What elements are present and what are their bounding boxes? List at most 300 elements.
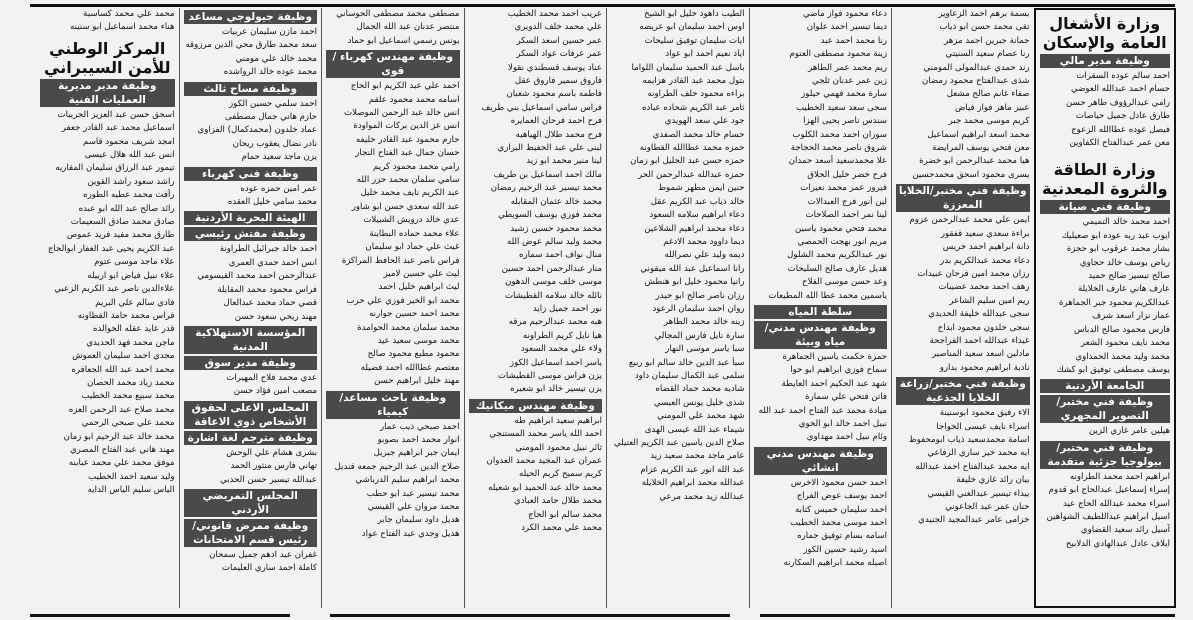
- section-title: وزارة الأشغال العامة والإسكان: [1042, 14, 1167, 52]
- name-entry: احمد سالم عوده السقرات: [1076, 71, 1170, 81]
- name-entry: بسمة برهم احمد الزعاوير: [938, 9, 1030, 19]
- name-entry: محمد تيسير عبد الرحيم رمضان: [490, 183, 602, 194]
- name-entry: سارة نايل فارس المجالي: [654, 330, 745, 341]
- name-entry: لينا نمر احمد الصلاحات: [805, 210, 887, 221]
- name-entry: شذى عبدالفتاح محمود رمضان: [922, 76, 1030, 87]
- name-entry: ريم محمد عمر الطاهر: [808, 62, 887, 73]
- name-entry: اسحق حسن عبد العزيز الحريبات: [57, 109, 175, 120]
- name-entry: اسامه محمد محمود علقم: [368, 94, 460, 105]
- name-entry: حسام احمد عبدالله العوضي: [1070, 84, 1170, 95]
- name-entry: سجى سعد سعيد الخطيب: [795, 102, 887, 113]
- column-7: [179, 8, 322, 608]
- name-entry: عمر حسين اسعد السكر: [516, 35, 602, 46]
- name-entry: انس عز الدين بركات المواودة: [353, 121, 460, 132]
- name-entry: نادر نضال يعقوب ريحان: [232, 138, 317, 149]
- name-entry: محمد سلمان محمد الحوامدة: [357, 322, 460, 333]
- name-entry: اسامة محمدسعيد ذياب ابومحفوظ: [908, 434, 1030, 445]
- name-entry: لبنى علي عبد الحفيظ البراري: [497, 143, 602, 154]
- column-2: [891, 8, 1034, 608]
- name-entry: فراس محمود محمد المقابلة: [217, 284, 317, 295]
- name-entry: طارق عادل جميل حياصات: [1075, 111, 1170, 122]
- name-entry: ايمن علي محمد عبدالرحمن عزوم: [909, 215, 1030, 226]
- name-entry: تقى محمد حسن ابو ذياب: [939, 22, 1030, 33]
- name-entry: اسماعيل محمد عبد القادر جعفر: [61, 123, 175, 134]
- name-entry: احمد حسن محمود الاخرس: [790, 477, 887, 488]
- name-entry: ايوب عبد ربه عوده ابو صعيليك: [1061, 230, 1170, 241]
- name-entry: بتول محمد عبد القادر هزايمه: [642, 76, 745, 87]
- column-4: [606, 8, 749, 608]
- name-entry: فاتن فتحي علي سمارة: [805, 392, 887, 403]
- name-entry: شاديه محمد حماد القضاه: [655, 384, 745, 395]
- job-heading: وظيفة فني مختبر/التصوير المجهري: [1040, 395, 1171, 423]
- name-entry: ريم امين سليم الشاعر: [949, 295, 1030, 306]
- name-entry: غيداء عبدالله احمد الفراجحة: [929, 335, 1030, 346]
- name-entry: رانا اسماعيل عبد الله ميقوني: [640, 263, 745, 274]
- name-entry: خزامى عامر عبدالمجيد الجنيدي: [918, 515, 1030, 526]
- name-entry: دعاء محمد عبدالكريم بدر: [940, 255, 1030, 266]
- name-entry: فراس محمد حامد القطاونه: [77, 310, 175, 321]
- name-entry: اسراء محمد عبدالله الحاج عيد: [1063, 498, 1170, 509]
- name-entry: رامي محمد محمود كريم: [373, 161, 460, 172]
- name-entry: مصطفى محمد مصطفى الحوساني: [336, 9, 460, 19]
- name-entry: محمد موسى سعيد عيد: [377, 335, 460, 346]
- name-entry: سجى عبدالله خليفة الحديدي: [928, 309, 1030, 320]
- name-entry: مهند هاني عبد الفتاح المصري: [69, 444, 175, 455]
- name-entry: فاروق سمير فاروق عقل: [514, 76, 602, 87]
- name-entry: حازم هاني جمال مصطفى: [224, 112, 317, 123]
- name-entry: رانيا محمود خليل ابو هنطش: [644, 277, 745, 288]
- name-entry: وئام نبيل احمد مهداوي: [806, 432, 887, 443]
- name-entry: مالك احمد اسماعيل بن طريف: [493, 169, 602, 180]
- name-entry: احمد سلمي حسين الكوز: [228, 98, 317, 109]
- name-entry: عبدالكريم محمود جبر الجماهرة: [1059, 297, 1170, 308]
- name-entry: محمد فتحي محمود ياسين: [795, 223, 887, 234]
- name-entry: لين أنور فرج العبدالات: [807, 196, 887, 207]
- name-entry: عبد الله سعدي حسن ابو شاور: [351, 201, 460, 212]
- name-entry: عبدالله زيد محمد مرعي: [659, 491, 745, 502]
- name-entry: شيماء عبد الله عيسى الهدى: [644, 424, 745, 435]
- job-heading: الهيئة البحرية الأردنية: [184, 211, 318, 225]
- name-entry: محمد احمد حسين جوارنه: [369, 309, 460, 320]
- name-entry: عبد الكريم نايف محمد خليل: [360, 188, 460, 199]
- section-title: وزارة الطاقة والثروة المعدنية: [1041, 160, 1168, 199]
- name-entry: علا محمدسعيد أسعد حمدان: [788, 156, 887, 167]
- name-entry: حسام خالد محمد الصفدي: [652, 129, 745, 140]
- job-heading: وظيفة فني مختبر/الخلايا المعززة: [896, 184, 1030, 212]
- name-entry: ثامر عبد الكريم شحاده عباده: [642, 102, 745, 113]
- name-entry: عمر عرفات عواد السكر: [516, 49, 602, 60]
- job-heading: وظيفة جيولوجي مساعد: [184, 10, 318, 24]
- name-entry: رائد صالح عبد الله ابو عبده: [78, 203, 175, 214]
- name-entry: هناء محمد اسماعيل ابو سنينه: [69, 22, 175, 33]
- name-entry: محمد وليد سالم عوض الله: [506, 236, 602, 247]
- name-entry: صفاء غانم صالح مشعل: [946, 89, 1030, 100]
- column-3: [749, 8, 892, 608]
- name-entry: سماح فوزي ابراهيم ابو حوا: [790, 365, 887, 376]
- job-heading: المؤسسة الاستهلاكية المدنية: [184, 326, 318, 354]
- name-entry: محمد سامي خليل العقده: [227, 197, 317, 208]
- job-heading: وظيفة مهندس كهرباء / قوى: [326, 50, 460, 78]
- name-entry: علاء نبيل فياض ابو اربيله: [87, 270, 175, 281]
- name-entry: وليد سعيد احمد الخطيب: [88, 471, 175, 482]
- name-entry: عبدالرحمن احمد محمد القيسومي: [197, 271, 317, 282]
- name-entry: ثائر نبيل محمود المومني: [515, 442, 602, 453]
- name-entry: ابراهيم احمد محمد الطراونه: [1069, 471, 1170, 482]
- name-entry: نادية ابراهيم محمود بدارو: [939, 362, 1030, 373]
- name-entry: منار عبدالرحمن احمد حسين: [501, 263, 602, 274]
- name-entry: هبه محمد عبدالرحيم مرقه: [508, 317, 602, 328]
- name-entry: محمد صلاح عبد الرحمن العزه: [68, 404, 175, 415]
- name-entry: احمد سليمان خميس كتابه: [794, 504, 887, 515]
- name-entry: غفران عيد ادهم جميل سمحان: [209, 549, 317, 560]
- name-entry: عمار نزار اسعد شرف: [1092, 311, 1170, 322]
- name-entry: موفق محمد علي محمد عبابنه: [68, 458, 175, 469]
- name-entry: سندس ناصر يحيى الهزا: [803, 116, 887, 127]
- name-entry: علي محمد خلف الدويري: [514, 22, 602, 33]
- name-entry: مادلين اسعد سعيد المناصير: [931, 349, 1030, 360]
- name-entry: محمد طلال حامد العبادي: [514, 496, 602, 507]
- name-entry: سبأ عبد الدين خالد سالم ابو ربيع: [628, 357, 745, 368]
- name-entry: عبد الله انور عبد الكريم عزام: [640, 464, 745, 475]
- name-entry: محمد خالد عبد الحميد ابو شعيله: [488, 482, 602, 493]
- name-entry: حنين ايمن مطهر شموط: [658, 183, 745, 194]
- name-entry: حمزة حكمت ياسين الجماهرة: [782, 351, 887, 362]
- name-entry: رامي عبدالرؤوف طاهر حسن: [1066, 97, 1170, 108]
- name-entry: احمد محمد خالد التميمي: [1082, 217, 1170, 228]
- name-entry: عبد الكريم يحيى عبد الغفار ابوالحاج: [47, 243, 175, 254]
- name-entry: هديل عارف صالح السليحات: [787, 263, 887, 274]
- name-entry: كاملة احمد ساري العليمات: [221, 563, 317, 574]
- name-entry: يسرى محمود اسحق محمدحسين: [912, 169, 1030, 180]
- name-entry: نور عبدالكريم محمد الشلول: [787, 250, 887, 261]
- name-entry: سامي سلمان محمد حزر الله: [356, 175, 460, 186]
- name-entry: ايمان جبر ابراهيم جبريل: [373, 448, 460, 459]
- name-entry: محمد مروان علي القيسي: [367, 502, 460, 512]
- name-entry: رزان ناصر صالح ابو حيدر: [655, 290, 745, 301]
- name-entry: محمد اسعد ابراهيم اسماعيل: [927, 129, 1030, 140]
- bottom-rule-right: [760, 614, 1175, 617]
- name-entry: نبيل احمد خالد ابو الخوي: [798, 418, 887, 429]
- name-entry: غيث علي حماد ابو سليمان: [365, 242, 460, 253]
- spacer: [1040, 150, 1171, 156]
- name-entry: هديل داود سليمان جابر: [377, 515, 460, 526]
- name-entry: يونس رسمي اسماعيل ابو حماد: [347, 35, 460, 46]
- job-heading: المجلس التمريضي الأردني: [184, 489, 318, 517]
- name-entry: معتصم عطاالله احمد فضيله: [360, 362, 460, 373]
- name-entry: محمد سالم ابو الحاج: [528, 509, 602, 520]
- job-heading: وظيفة ممرض قانوني/رئيس قسم الامتحانات: [184, 519, 318, 547]
- job-heading: وظيفة باحث مساعد/كيمياء: [326, 391, 460, 419]
- name-entry: فادي سالم علي البريم: [95, 297, 175, 308]
- name-entry: انس خالد عبد الرحمن الموصلات: [344, 108, 460, 119]
- name-entry: اسيد رشيد حسين الكوز: [803, 544, 887, 555]
- name-entry: محمد ابو الخير فوزي علي حرب: [346, 295, 460, 306]
- name-entry: عارف هاني عارف الخلايلة: [1077, 284, 1170, 295]
- name-entry: هيا محمد عبدالرحمن ابو خضرة: [919, 156, 1030, 167]
- name-entry: فارس محمود صالح الدباس: [1073, 324, 1170, 335]
- name-entry: زينه خالد محمد الطاهر: [663, 317, 745, 328]
- name-entry: منتصر عدنان عبد الله الجمال: [356, 22, 460, 33]
- name-entry: علاءالدين ناصر عبد الكريم الزعبي: [54, 284, 175, 295]
- name-entry: فاطمه باسم محمود شعبان: [506, 89, 602, 100]
- name-entry: ايات سليمان توفيق سليحات: [644, 35, 745, 46]
- name-entry: هيا نايل كريم الطراونه: [522, 330, 602, 341]
- name-entry: انوار محمد احمد بصوبو: [377, 434, 460, 445]
- job-heading: وظيفة فني مختبر/بيولوجيا جزئية متقدمة: [1040, 441, 1171, 469]
- name-entry: عماد خلدون (محمدكمال) الفزاوي: [197, 125, 317, 136]
- name-entry: شهد محمد علي المومني: [657, 411, 745, 422]
- name-entry: تيمور عبد الرزاق سليمان المقاريه: [55, 163, 175, 174]
- name-entry: كريم موسى محمد جبر: [948, 116, 1030, 127]
- name-entry: زينة محمود مصطفى العتوم: [789, 49, 887, 60]
- name-entry: ديما تيسير احمد علوان: [806, 22, 887, 33]
- name-entry: مهند ريحي سعود حسن: [234, 311, 317, 322]
- name-entry: دعاء ابراهيم سلامه السعود: [649, 210, 745, 221]
- top-rule: [30, 4, 1175, 7]
- name-entry: فيروز عمر محمد نعيرات: [800, 183, 887, 194]
- name-entry: حمزه محمد عطاالله القطاونه: [639, 143, 745, 154]
- bottom-rule-left: [30, 614, 290, 617]
- job-heading: سلطة المياه: [754, 305, 888, 319]
- name-entry: علاء ماجد موسى عتوم: [94, 257, 175, 268]
- name-entry: محمد سبيع محمد الخطيب: [81, 391, 175, 402]
- name-entry: ديما داوود محمد الادغم: [663, 236, 745, 247]
- name-entry: سعد محمد طارق محي الدين مرزوقه: [185, 40, 317, 51]
- name-entry: نائله خالد سلامه القطيشات: [504, 290, 602, 301]
- column-5: [464, 8, 607, 608]
- job-heading: وظيفة مدير سوق: [184, 356, 318, 370]
- name-entry: يوسف مصطفى توفيق ابو كشك: [1056, 364, 1170, 375]
- name-entry: صادق محمد صادق السعيمات: [70, 217, 175, 228]
- name-entry: زين عمر عدنان ثلجي: [811, 76, 887, 87]
- name-entry: ابراهيم سعيد ابراهيم طه: [514, 415, 602, 426]
- name-entry: ياسر احمد اسماعيل الكوز: [509, 357, 602, 368]
- name-entry: صلاح الدين عبد الرحيم جمعه قنديل: [334, 461, 460, 472]
- job-heading: وظيفة فني مختبر/زراعة الخلايا الجذعية: [896, 377, 1030, 405]
- name-entry: عدي خالد درويش الشبيلات: [363, 215, 460, 226]
- name-entry: احمد علي عبد الكريم ابو الحاج: [350, 81, 460, 92]
- name-entry: نور احمد جميل زايد: [532, 303, 602, 314]
- name-entry: عبدالله تيسير حسن الحدبي: [219, 474, 317, 485]
- name-entry: الاء رفيق محمود ابوسنينة: [939, 408, 1030, 419]
- name-entry: انس عبد الله هلال عيسى: [84, 150, 175, 161]
- name-entry: احمد صبحي ذيب عمار: [380, 421, 460, 432]
- name-entry: ياسمين محمد عطا الله المطيعات: [768, 290, 887, 301]
- name-entry: لينا منير محمد ابو زيد: [526, 156, 602, 167]
- name-entry: اسيل ابراهيم عبداللطيف الشواهين: [1046, 511, 1170, 522]
- name-entry: بيداء تيسير عبدالغني القيسي: [927, 488, 1030, 499]
- name-entry: وعد حسن موسى الفلاح: [802, 277, 887, 288]
- name-entry: جود علي سعد الهويدي: [664, 116, 745, 127]
- name-entry: صلاح الدين ياسين عبد الكريم العتيلي: [613, 438, 745, 448]
- name-entry: رزان محمد امين فرحان عبيدات: [917, 268, 1030, 279]
- name-entry: فرح خضر خليل الحلاق: [807, 169, 887, 180]
- name-entry: معن فتحي يوسف المرايضة: [932, 143, 1030, 154]
- name-entry: محمد محمود حسين زشيد: [510, 223, 602, 234]
- job-heading: وظيفة مساح ثالث: [184, 82, 318, 96]
- name-entry: رأفت محمد عطيه الطوره: [83, 190, 175, 201]
- name-entry: آسيل رائد سعيد القضاوي: [1080, 525, 1170, 536]
- name-entry: فيصل عوده عطاالله الزعوج: [1071, 124, 1170, 135]
- name-entry: محمد تيسير عبد ابو حطب: [366, 488, 460, 499]
- name-entry: ليث ابراهيم خليل احمد: [378, 282, 460, 293]
- job-heading: وظيفة مدير مديرية العمليات الفنية: [40, 79, 175, 107]
- job-heading: وظيفة مفتش رئيسي: [184, 227, 318, 241]
- name-entry: بشار محمد عرقوب ابو حجزة: [1066, 244, 1170, 255]
- name-entry: محمد علي صبحي الرحمي: [81, 418, 175, 429]
- name-entry: براءة سعدي سعيد قفقور: [940, 228, 1030, 239]
- name-entry: هيلين عامر غازي الزين: [1088, 426, 1170, 437]
- name-entry: محمد نايف محمود الشعر: [1080, 338, 1170, 349]
- name-entry: سلمى عبد الكمال سليمان داود: [634, 370, 745, 381]
- name-entry: محمود مطيع محمود صالح: [367, 349, 460, 360]
- name-entry: ماجن محمد فهد الحديدي: [86, 337, 175, 348]
- name-entry: دعاء محمد ابراهيم الشلاعين: [644, 223, 745, 234]
- name-entry: محمد خالد عثمان المقابله: [510, 196, 602, 207]
- name-entry: جمانة جبرين احمد مزهر: [944, 35, 1030, 46]
- name-entry: اياد نعيم احمد ابو عواد: [665, 49, 745, 60]
- name-entry: حنان عمر عيد الجاعوني: [945, 502, 1030, 512]
- name-entry: سارة محمد فهمي حيلوز: [801, 89, 887, 100]
- name-entry: بيان رائد غازي خليفة: [956, 475, 1030, 486]
- name-entry: انس احمد حمدي العمري: [228, 257, 317, 268]
- name-entry: سجى خلدون محمود ابداح: [937, 322, 1030, 333]
- name-entry: سبا ياسر موسى النهار: [665, 344, 745, 355]
- name-entry: براءه محمود خلف الطراونه: [647, 89, 745, 100]
- bottom-rule-middle: [330, 614, 730, 617]
- job-heading: وظيفة مهندس مدني/مياه وبيئة: [754, 321, 888, 349]
- name-entry: حمزه عبدالله عبدالرحمن الحر: [637, 169, 745, 180]
- job-heading: وظيفة فني صيانة: [1040, 200, 1171, 214]
- name-entry: ليث علي حسين لاميز: [383, 268, 460, 279]
- name-entry: محمد فوزي يوسف السويطي: [498, 210, 602, 221]
- name-entry: ولاء علي محمد السعود: [520, 344, 602, 355]
- job-heading: وظيفة مترجم لغة اشارة: [184, 431, 318, 445]
- name-entry: الياس سليم الياس الدايه: [87, 485, 175, 496]
- name-entry: محمد علي محمد الكرد: [521, 523, 602, 534]
- column-6: [321, 8, 464, 608]
- section-title: المركز الوطني للأمن السيبراني: [44, 38, 171, 77]
- column-8: [36, 8, 179, 608]
- name-entry: روان احمد سليمان الرعود: [652, 303, 745, 314]
- name-entry: ايه محمد خير ساري الرفاعي: [927, 448, 1030, 459]
- job-heading: وظيفة مهندس مدني انشائي: [754, 447, 888, 475]
- name-entry: قصي حماد محمد عبدالعال: [223, 298, 317, 309]
- name-entry: اوس احمد سليمان ابو عريضه: [639, 22, 745, 33]
- name-entry: دعاء محمود فواز ماضي: [803, 9, 887, 19]
- name-entry: يزن تيسير خالد ابو شعيره: [510, 384, 602, 395]
- name-entry: عدي محمد فلاح المهيرات: [226, 372, 317, 383]
- name-entry: فرح محمد طلال الهياهيه: [515, 129, 602, 140]
- name-entry: عريب احمد محمد الخطيب: [507, 9, 602, 19]
- name-entry: اصيله محمد ابراهيم السكارنه: [783, 558, 887, 569]
- name-entry: إسراء إسماعيل عبدالحاج ابو قدوم: [1048, 485, 1170, 496]
- name-entry: مصعب امين فؤاد حسن: [233, 386, 317, 397]
- job-heading: وظيفة فني كهرباء: [184, 167, 318, 181]
- columns-container: [36, 8, 1176, 608]
- name-entry: مهند خليل ابراهيم حسن: [374, 376, 460, 387]
- name-entry: شهد عبد الحكيم احمد العايطة: [781, 378, 887, 389]
- name-entry: رهف احمد محمد عضيبات: [938, 282, 1030, 293]
- name-entry: حسان جمال عبد الفتاح النجار: [355, 148, 460, 159]
- name-entry: عناد يوسف قسطندي نقولا: [507, 62, 602, 73]
- name-entry: محمد خالد علي مومني: [235, 53, 317, 64]
- name-entry: دانة ابراهيم احمد خريس: [942, 242, 1030, 253]
- name-entry: محمد علي محمد كساسبة: [83, 9, 175, 19]
- name-entry: خالد ذياب عبد الكريم عقل: [650, 196, 745, 207]
- name-entry: امجد شريف محمود قاسم: [82, 136, 175, 147]
- name-entry: يزن ماجد سعيد حمام: [241, 152, 317, 163]
- name-entry: رنا عصام سعيد السنيتي: [945, 49, 1030, 60]
- name-entry: عامر ماجد محمد سعيد زيد: [650, 451, 745, 462]
- name-entry: باسل عبد الحميد سليمان اللواما: [631, 62, 745, 73]
- name-entry: محمد ابراهيم سليم الدرباشي: [355, 475, 460, 486]
- name-entry: فرح احمد فرحان العمايره: [510, 116, 602, 127]
- name-entry: شذى خليل يونس العبسي: [653, 397, 745, 408]
- name-entry: طارق محمد مفيد فريد عموص: [66, 230, 175, 241]
- name-entry: احمد يوسف عوض الفراج: [796, 491, 887, 502]
- name-entry: محمد عوده خالد الرواشده: [223, 67, 317, 78]
- job-heading: المجلس الاعلى لحقوق الأشخاص ذوي الاعاقة: [184, 401, 318, 429]
- name-entry: صالح تيسير صالح حميد: [1088, 271, 1170, 282]
- name-entry: يزن فراس موسى القطيشات: [497, 370, 602, 381]
- name-entry: ايه محمد عبدالفتاح احمد عبدالله: [915, 461, 1030, 472]
- name-entry: ايلاف عادل عبدالهادي الدلابيح: [1065, 538, 1170, 549]
- name-entry: حازم محمود عبد القادر خليفه: [355, 134, 460, 145]
- job-heading: وظيفة مهندس ميكانيك: [469, 399, 603, 413]
- name-entry: تهاني فارس منثور الحمد: [230, 461, 317, 472]
- job-heading: الجامعة الأردنية: [1040, 379, 1171, 393]
- name-entry: بشرى هشام علي الوحش: [226, 447, 317, 458]
- name-entry: رند حمدي عبدالمولى المومني: [923, 62, 1030, 73]
- name-entry: رنا محمد احمد عبد: [820, 35, 887, 46]
- name-entry: معن عمر عبدالفتاح الكفاوين: [1069, 138, 1170, 149]
- name-entry: محمد خالد عبد الرحيم ابو زمان: [63, 431, 175, 442]
- name-entry: مجدي احمد سليمان العموش: [72, 351, 175, 362]
- name-entry: عمر امين حمزه عوده: [240, 183, 317, 194]
- name-entry: منال نواف احمد سماره: [518, 250, 602, 261]
- name-entry: محمد زياد محمد الحصان: [87, 377, 175, 388]
- name-entry: عبير ماهر فواز فياض: [954, 102, 1030, 113]
- name-entry: علاء محمد حماده البطاينة: [369, 228, 460, 239]
- name-entry: فراس ناصر عبد الحافظ المراكزة: [341, 255, 460, 266]
- name-entry: هديل وجدي عبد الفتاح عواد: [361, 528, 460, 539]
- name-entry: محمد احمد عبد الله الجعافره: [71, 364, 175, 375]
- name-entry: احمد مازن سليمان عربيات: [221, 27, 317, 37]
- name-entry: فراس سامي اسماعيل بني طريف: [481, 102, 602, 113]
- name-entry: موسى خلف موسى الدهون: [505, 277, 602, 288]
- name-entry: مريم انور بهجت الحمصي: [797, 236, 887, 247]
- name-entry: احمد موسى محمد الخطيب: [789, 518, 887, 528]
- name-entry: احمد خالد جبرائيل الطراونة: [219, 244, 317, 255]
- name-entry: عبدالله محمد ابراهيم الخلايله: [641, 478, 745, 489]
- name-entry: اسامه بسام توفيق جماره: [797, 531, 887, 542]
- name-entry: شروق ناصر محمد الحجاجة: [790, 143, 887, 154]
- name-entry: اسراء نايف عيسى الخواجا: [936, 421, 1030, 432]
- name-entry: احمد الله ياسر محمد المستنجي: [489, 429, 602, 440]
- name-entry: كريم سميح كريم الحيله: [519, 469, 602, 480]
- name-entry: ميادة محمد عبد الفتاح احمد عبد الله: [758, 405, 887, 416]
- name-entry: سوزان احمد محمد الكلوب: [792, 129, 887, 140]
- name-entry: حمزه حسن عبد الجليل ابو زمان: [630, 156, 745, 167]
- column-1: [1034, 8, 1177, 608]
- name-entry: محمد وليد محمد الحمداوي: [1075, 351, 1170, 362]
- name-entry: ديمه وليد علي نصرالله: [664, 250, 745, 261]
- name-entry: الطيب داهود خليل ابو الشيخ: [644, 9, 745, 19]
- name-entry: راشد سعود راشد القوين: [87, 176, 175, 187]
- name-entry: عمران عبد المجيد محمد العدوان: [486, 456, 602, 466]
- name-entry: رياض يوسف خالد حجاوي: [1079, 257, 1170, 268]
